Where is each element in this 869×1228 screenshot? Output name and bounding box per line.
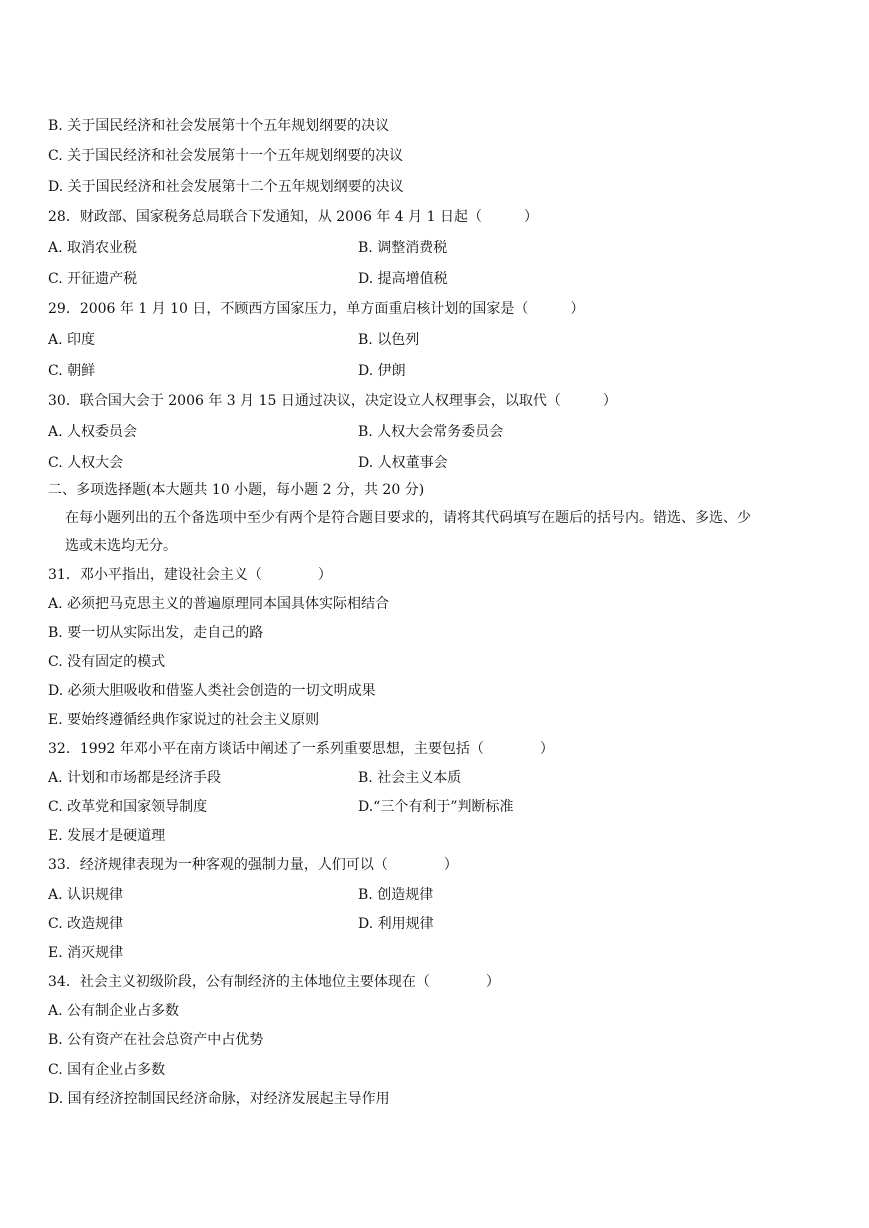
q31-option-b: B. 要一切从实际出发，走自己的路 xyxy=(48,625,264,641)
q29-option-d: D. 伊朗 xyxy=(358,363,406,379)
q27-option-d: D. 关于国民经济和社会发展第十二个五年规划纲要的决议 xyxy=(48,179,404,195)
q33-option-b: B. 创造规律 xyxy=(358,887,434,903)
q30-stem: 30．联合国大会于 2006 年 3 月 15 日通过决议，决定设立人权理事会，以取代（ ） xyxy=(48,393,617,409)
q30-option-b: B. 人权大会常务委员会 xyxy=(358,424,504,440)
q31-option-d: D. 必须大胆吸收和借鉴人类社会创造的一切文明成果 xyxy=(48,683,376,699)
q34-option-b: B. 公有资产在社会总资产中占优势 xyxy=(48,1032,264,1048)
q28-option-a: A. 取消农业税 xyxy=(48,240,138,256)
q33-option-a: A. 认识规律 xyxy=(48,887,124,903)
q28-option-b: B. 调整消费税 xyxy=(358,240,448,256)
q32-option-b: B. 社会主义本质 xyxy=(358,770,462,786)
q30-option-c: C. 人权大会 xyxy=(48,455,124,471)
q32-option-d: D.“三个有利于”判断标准 xyxy=(358,799,514,815)
q33-option-c: C. 改造规律 xyxy=(48,916,124,932)
q31-option-a: A. 必须把马克思主义的普遍原理同本国具体实际相结合 xyxy=(48,596,390,612)
q30-option-d: D. 人权董事会 xyxy=(358,455,448,471)
section-instructions: 在每小题列出的五个备选项中至少有两个是符合题目要求的，请将其代码填写在题后的括号内。错选、多选、少 xyxy=(65,510,751,526)
q34-option-d: D. 国有经济控制国民经济命脉，对经济发展起主导作用 xyxy=(48,1091,390,1107)
q27-option-c: C. 关于国民经济和社会发展第十一个五年规划纲要的决议 xyxy=(48,148,404,164)
section-instructions-cont: 选或未选均无分。 xyxy=(65,538,177,554)
q29-stem: 29．2006 年 1 月 10 日，不顾西方国家压力，单方面重启核计划的国家是（ ） xyxy=(48,301,585,317)
q32-stem: 32．1992 年邓小平在南方谈话中阐述了一系列重要思想，主要包括（ ） xyxy=(48,741,554,757)
q29-option-b: B. 以色列 xyxy=(358,332,420,348)
q30-option-a: A. 人权委员会 xyxy=(48,424,138,440)
q33-option-e: E. 消灭规律 xyxy=(48,945,124,961)
q31-option-e: E. 要始终遵循经典作家说过的社会主义原则 xyxy=(48,712,320,728)
q34-option-a: A. 公有制企业占多数 xyxy=(48,1003,180,1019)
q27-option-b: B. 关于国民经济和社会发展第十个五年规划纲要的决议 xyxy=(48,118,390,134)
q28-option-c: C. 开征遗产税 xyxy=(48,271,138,287)
q28-option-d: D. 提高增值税 xyxy=(358,271,448,287)
q32-option-c: C. 改革党和国家领导制度 xyxy=(48,799,208,815)
q28-stem: 28．财政部、国家税务总局联合下发通知，从 2006 年 4 月 1 日起（ ） xyxy=(48,209,538,225)
q32-option-e: E. 发展才是硬道理 xyxy=(48,828,166,844)
q31-option-c: C. 没有固定的模式 xyxy=(48,654,166,670)
q33-option-d: D. 利用规律 xyxy=(358,916,434,932)
q29-option-a: A. 印度 xyxy=(48,332,96,348)
q31-stem: 31．邓小平指出，建设社会主义（ ） xyxy=(48,567,332,583)
q29-option-c: C. 朝鲜 xyxy=(48,363,96,379)
section-heading: 二、多项选择题(本大题共 10 小题，每小题 2 分，共 20 分) xyxy=(48,482,425,498)
q33-stem: 33．经济规律表现为一种客观的强制力量，人们可以（ ） xyxy=(48,857,458,873)
q34-option-c: C. 国有企业占多数 xyxy=(48,1062,166,1078)
q34-stem: 34．社会主义初级阶段，公有制经济的主体地位主要体现在（ ） xyxy=(48,974,500,990)
q32-option-a: A. 计划和市场都是经济手段 xyxy=(48,770,222,786)
